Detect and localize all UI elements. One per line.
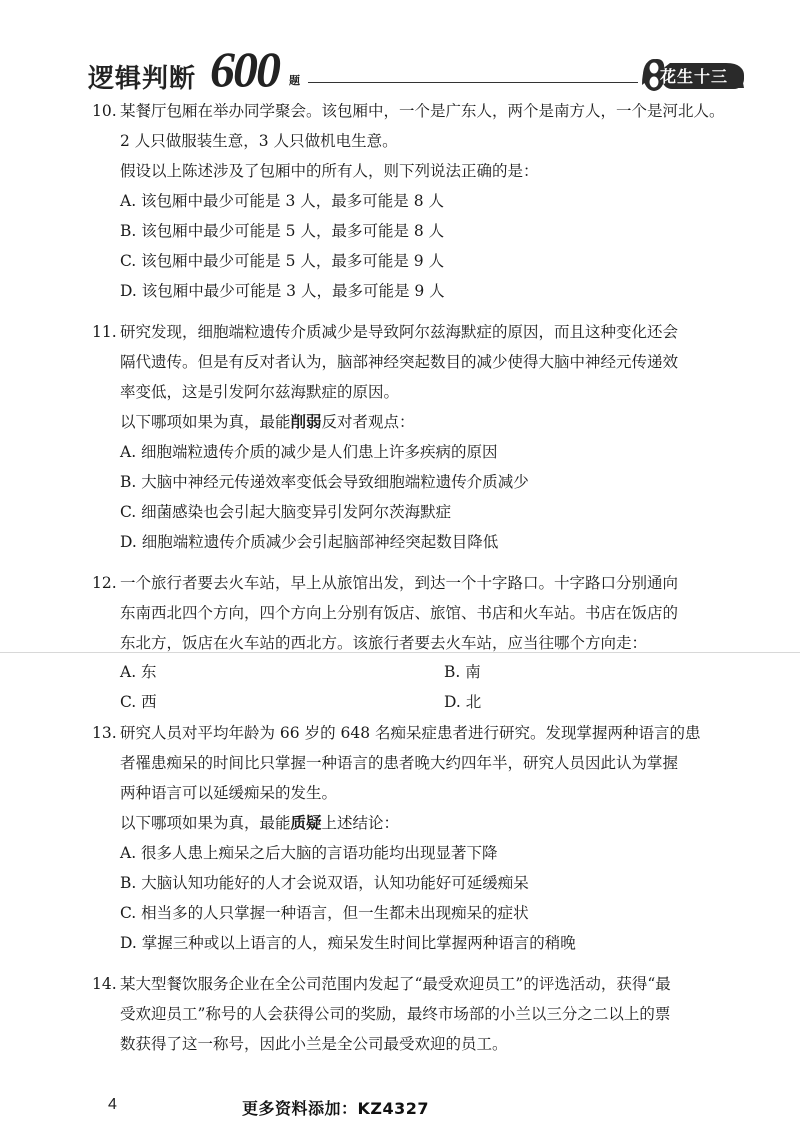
option-a: A. 该包厢中最少可能是 3 人，最多可能是 8 人 bbox=[120, 192, 444, 210]
question-text-line: 某大型餐饮服务企业在全公司范围内发起了“最受欢迎员工”的评选活动，获得“最 bbox=[120, 975, 671, 993]
prompt-pre: 以下哪项如果为真，最能 bbox=[120, 814, 291, 832]
option-c: C. 细菌感染也会引起大脑变异引发阿尔茨海默症 bbox=[120, 503, 452, 521]
question-prompt bbox=[120, 813, 399, 833]
question-text-line: 受欢迎员工”称号的人会获得公司的奖励，最终市场部的小兰以三分之二以上的票 bbox=[120, 1005, 671, 1023]
page-number: 4 bbox=[108, 1096, 117, 1113]
question-text-line: 2 人只做服装生意，3 人只做机电生意。 bbox=[120, 132, 398, 150]
prompt-keyword: 质疑 bbox=[290, 813, 322, 832]
question-number: 14. bbox=[92, 975, 117, 993]
question-number: 13. bbox=[92, 724, 117, 742]
brand-name: 花生十三 bbox=[660, 67, 729, 86]
question-text-line: 隔代遗传。但是有反对者认为，脑部神经突起数目的减少使得大脑中神经元传递效 bbox=[120, 353, 679, 371]
option-b: B. 南 bbox=[444, 663, 481, 681]
prompt-post: 上述结论： bbox=[321, 814, 400, 832]
question-text-line: 一个旅行者要去火车站，早上从旅馆出发，到达一个十字路口。十字路口分别通向 bbox=[120, 574, 679, 592]
page-header bbox=[0, 0, 800, 100]
question-text-line: 两种语言可以延缓痴呆的发生。 bbox=[120, 784, 338, 802]
option-b: B. 大脑认知功能好的人才会说双语，认知功能好可延缓痴呆 bbox=[120, 874, 529, 892]
question-text-line: 数获得了这一称号，因此小兰是全公司最受欢迎的员工。 bbox=[120, 1035, 508, 1053]
prompt-post: 反对者观点： bbox=[321, 413, 415, 431]
option-d: D. 该包厢中最少可能是 3 人，最多可能是 9 人 bbox=[120, 282, 445, 300]
question-text-line: 者罹患痴呆的时间比只掌握一种语言的患者晚大约四年半，研究人员因此认为掌握 bbox=[120, 754, 679, 772]
option-b: B. 该包厢中最少可能是 5 人，最多可能是 8 人 bbox=[120, 222, 445, 240]
question-number: 10. bbox=[92, 102, 117, 120]
option-a: A. 东 bbox=[120, 663, 157, 681]
question-text-line: 某餐厅包厢在举办同学聚会。该包厢中，一个是广东人，两个是南方人，一个是河北人。 bbox=[120, 102, 725, 120]
question-number: 11. bbox=[92, 323, 117, 341]
question-prompt bbox=[120, 412, 415, 432]
book-title-suffix: 题 bbox=[289, 74, 300, 87]
question-text-line: 研究人员对平均年龄为 66 岁的 648 名痴呆症患者进行研究。发现掌握两种语言的患 bbox=[120, 724, 701, 742]
question-number: 12. bbox=[92, 574, 117, 592]
option-a: A. 细胞端粒遗传介质的减少是人们患上许多疾病的原因 bbox=[120, 443, 498, 461]
option-b: B. 大脑中神经元传递效率变低会导致细胞端粒遗传介质减少 bbox=[120, 473, 529, 491]
option-c: C. 相当多的人只掌握一种语言，但一生都未出现痴呆的症状 bbox=[120, 904, 529, 922]
question-text-line: 东南西北四个方向，四个方向上分别有饭店、旅馆、书店和火车站。书店在饭店的 bbox=[120, 604, 679, 622]
footer-contact-text: 更多资料添加：KZ4327 bbox=[242, 1099, 430, 1118]
option-d: D. 细胞端粒遗传介质减少会引起脑部神经突起数目降低 bbox=[120, 533, 499, 551]
question-text-line: 研究发现，细胞端粒遗传介质减少是导致阿尔兹海默症的原因，而且这种变化还会 bbox=[120, 323, 679, 341]
option-d: D. 北 bbox=[444, 693, 482, 711]
option-c: C. 西 bbox=[120, 693, 157, 711]
question-text-line: 东北方，饭店在火车站的西北方。该旅行者要去火车站，应当往哪个方向走： bbox=[120, 634, 648, 652]
book-title: 逻辑判断 bbox=[88, 64, 197, 94]
prompt-pre: 以下哪项如果为真，最能 bbox=[120, 413, 291, 431]
option-a: A. 很多人患上痴呆之后大脑的言语功能均出现显著下降 bbox=[120, 844, 498, 862]
question-text-line: 率变低，这是引发阿尔兹海默症的原因。 bbox=[120, 383, 400, 401]
prompt-keyword: 削弱 bbox=[290, 412, 322, 431]
book-title-number: 600 bbox=[210, 41, 279, 97]
option-c: C. 该包厢中最少可能是 5 人，最多可能是 9 人 bbox=[120, 252, 445, 270]
question-prompt: 假设以上陈述涉及了包厢中的所有人，则下列说法正确的是： bbox=[120, 162, 539, 180]
header-rule bbox=[308, 82, 638, 83]
option-d: D. 掌握三种或以上语言的人，痴呆发生时间比掌握两种语言的稍晚 bbox=[120, 934, 576, 952]
